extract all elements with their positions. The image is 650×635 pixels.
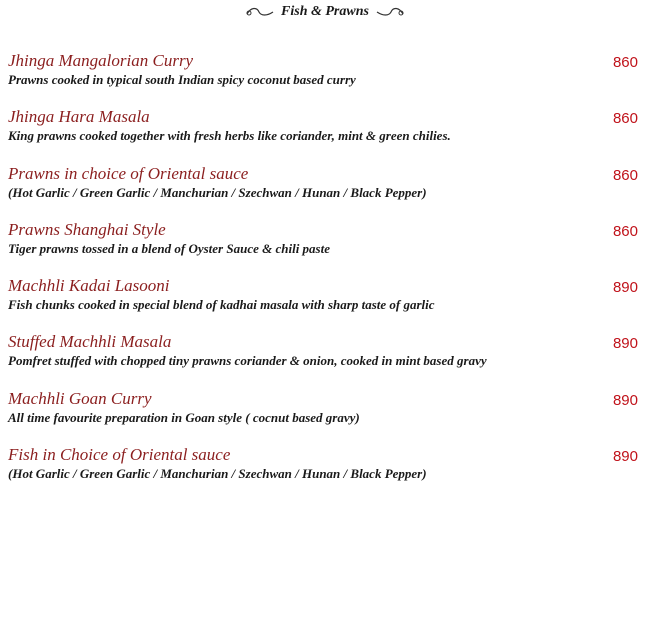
item-name: Prawns in choice of Oriental sauce bbox=[8, 163, 249, 183]
menu-item bbox=[8, 164, 638, 220]
item-description: Prawns cooked in typical south Indian spicy coconut based curry bbox=[8, 72, 356, 87]
item-price: 890 bbox=[612, 335, 638, 353]
item-price: 860 bbox=[612, 166, 638, 184]
item-description: Tiger prawns tossed in a blend of Oyster Sauce & chili paste bbox=[8, 240, 330, 256]
menu-item bbox=[8, 107, 638, 163]
item-price: 860 bbox=[612, 54, 638, 71]
item-description: (Hot Garlic / Green Garlic / Manchurian / Szechwan / Hunan / Black Pepper) bbox=[8, 466, 427, 482]
flourish-right-icon bbox=[375, 5, 405, 19]
menu-item bbox=[8, 51, 638, 107]
item-description: All time favourite preparation in Goan style ( cocnut based gravy) bbox=[8, 409, 360, 425]
section-header bbox=[0, 4, 650, 20]
item-name: Machhli Kadai Lasooni bbox=[8, 276, 170, 296]
item-name: Fish in Choice of Oriental sauce bbox=[8, 445, 231, 465]
item-description: (Hot Garlic / Green Garlic / Manchurian / Szechwan / Hunan / Black Pepper) bbox=[8, 184, 427, 200]
item-description: Pomfret stuffed with chopped tiny prawns coriander & onion, cooked in mint based gravy bbox=[8, 353, 487, 369]
menu-item bbox=[8, 332, 638, 388]
item-name: Prawns Shanghai Style bbox=[8, 219, 166, 239]
item-description: King prawns cooked together with fresh herbs like coriander, mint & green chilies. bbox=[8, 128, 451, 144]
menu-item bbox=[8, 276, 638, 332]
menu-item bbox=[8, 445, 638, 501]
item-name: Machhli Goan Curry bbox=[8, 388, 152, 408]
item-name: Jhinga Hara Masala bbox=[8, 107, 150, 127]
menu-item bbox=[8, 220, 638, 276]
item-name: Stuffed Machhli Masala bbox=[8, 332, 172, 352]
item-price: 860 bbox=[612, 222, 638, 240]
menu-item bbox=[8, 389, 638, 445]
item-price: 890 bbox=[612, 448, 638, 466]
section-title: Fish & Prawns bbox=[281, 4, 369, 19]
item-price: 860 bbox=[612, 110, 638, 128]
menu-list bbox=[8, 51, 638, 501]
item-price: 890 bbox=[612, 279, 638, 297]
item-description: Fish chunks cooked in special blend of kadhai masala with sharp taste of garlic bbox=[8, 297, 435, 313]
item-price: 890 bbox=[612, 391, 638, 409]
flourish-left-icon bbox=[245, 5, 275, 19]
item-name: Jhinga Mangalorian Curry bbox=[8, 51, 194, 70]
